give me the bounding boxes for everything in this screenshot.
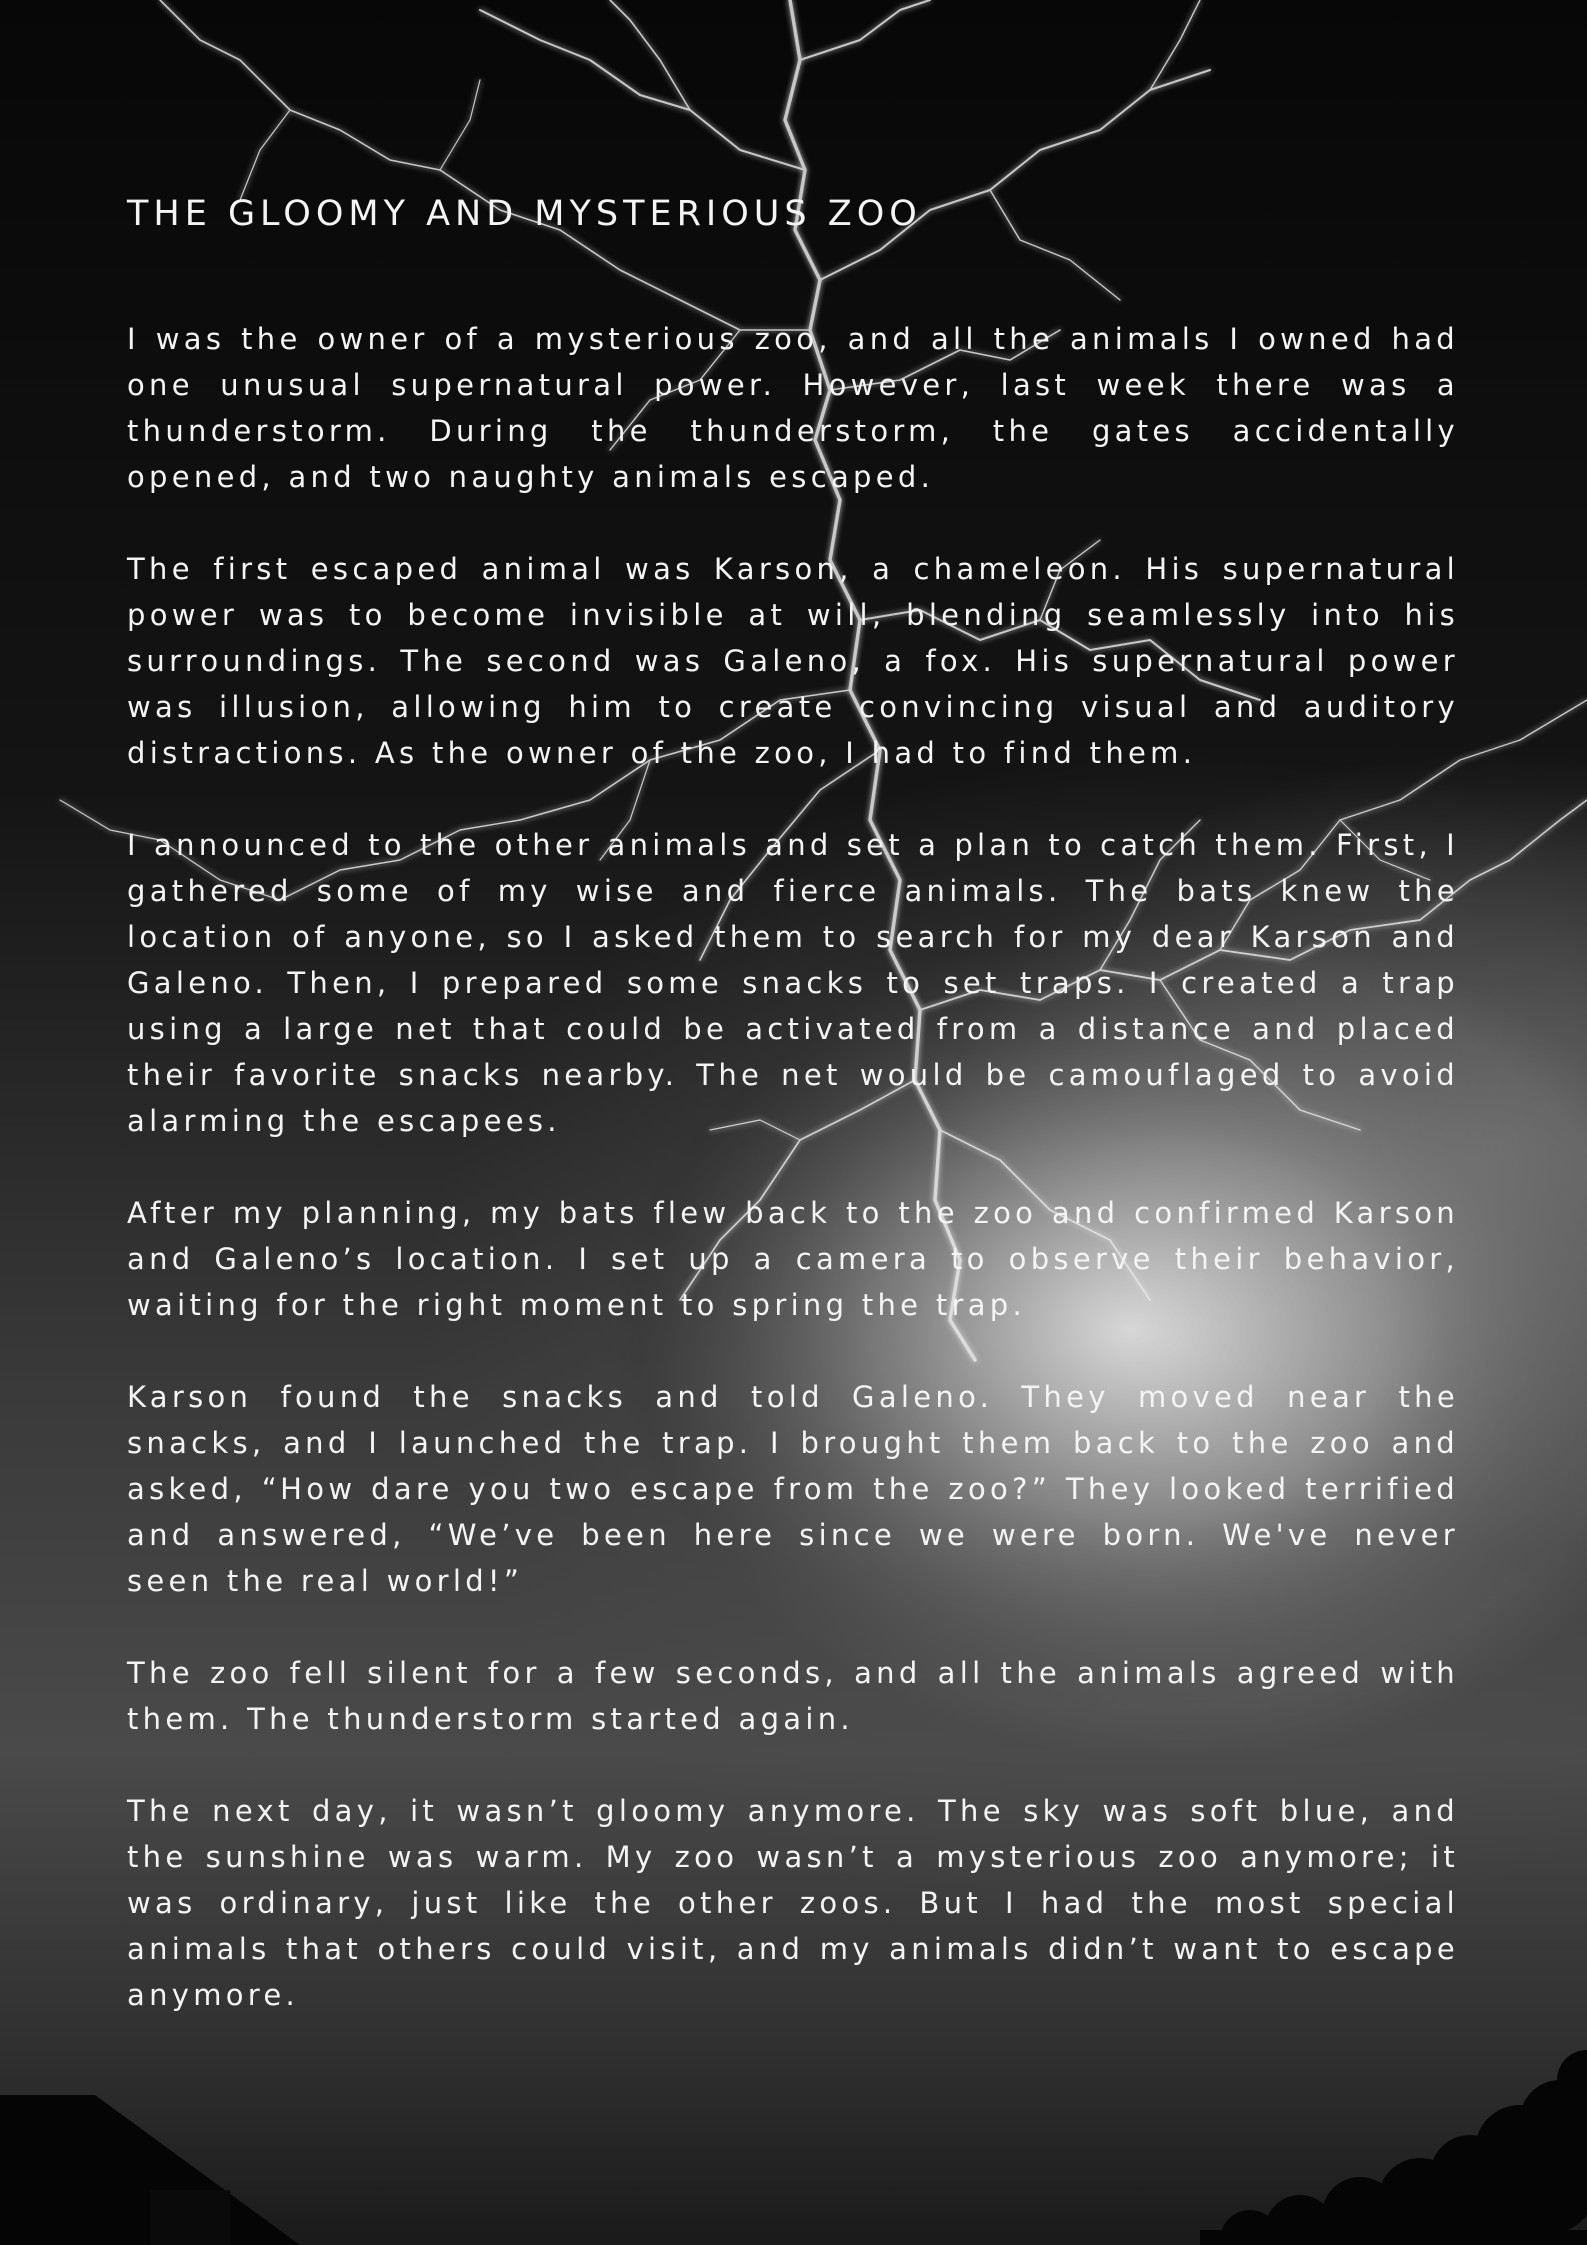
story-text-block: [127, 190, 1459, 2064]
story-title: THE GLOOMY AND MYSTERIOUS ZOO: [127, 194, 922, 234]
story-paragraph: I was the owner of a mysterious zoo, and all the animals I owned had one unusual supernatural power. However, last week there was a thunderstorm. During the thunderstorm, the gates accidentally opened, and two naughty animals escaped.: [127, 322, 1459, 494]
story-paragraph: Karson found the snacks and told Galeno. They moved near the snacks, and I launched the trap. I brought them back to the zoo and asked, “How dare you two escape from the zoo?” They looked terrified and answered, “We’ve been here since we were born. We've never seen the real world!”: [127, 1380, 1459, 1598]
story-paragraph: The first escaped animal was Karson, a chameleon. His supernatural power was to become invisible at will, blending seamlessly into his surroundings. The second was Galeno, a fox. His supernatural power was illusion, allowing him to create convincing visual and auditory distractions. As the owner of the zoo, I had to find them.: [127, 552, 1459, 770]
story-paragraph: The next day, it wasn’t gloomy anymore. The sky was soft blue, and the sunshine was warm. My zoo wasn’t a mysterious zoo anymore; it was ordinary, just like the other zoos. But I had the most special animals that others could visit, and my animals didn’t want to escape anymore.: [127, 1794, 1459, 2012]
story-paragraph: The zoo fell silent for a few seconds, and all the animals agreed with them. The thunderstorm started again.: [127, 1656, 1459, 1736]
tree-silhouette: [1200, 2050, 1587, 2245]
story-paragraph: After my planning, my bats flew back to the zoo and confirmed Karson and Galeno’s location. I set up a camera to observe their behavior, waiting for the right moment to spring the trap.: [127, 1196, 1459, 1322]
story-paragraph: I announced to the other animals and set a plan to catch them. First, I gathered some of my wise and fierce animals. The bats knew the location of anyone, so I asked them to search for my dear Karson and Galeno. Then, I prepared some snacks to set traps. I created a trap using a large net that could be activated from a distance and placed their favorite snacks nearby. The net would be camouflaged to avoid alarming the escapees.: [127, 828, 1459, 1138]
